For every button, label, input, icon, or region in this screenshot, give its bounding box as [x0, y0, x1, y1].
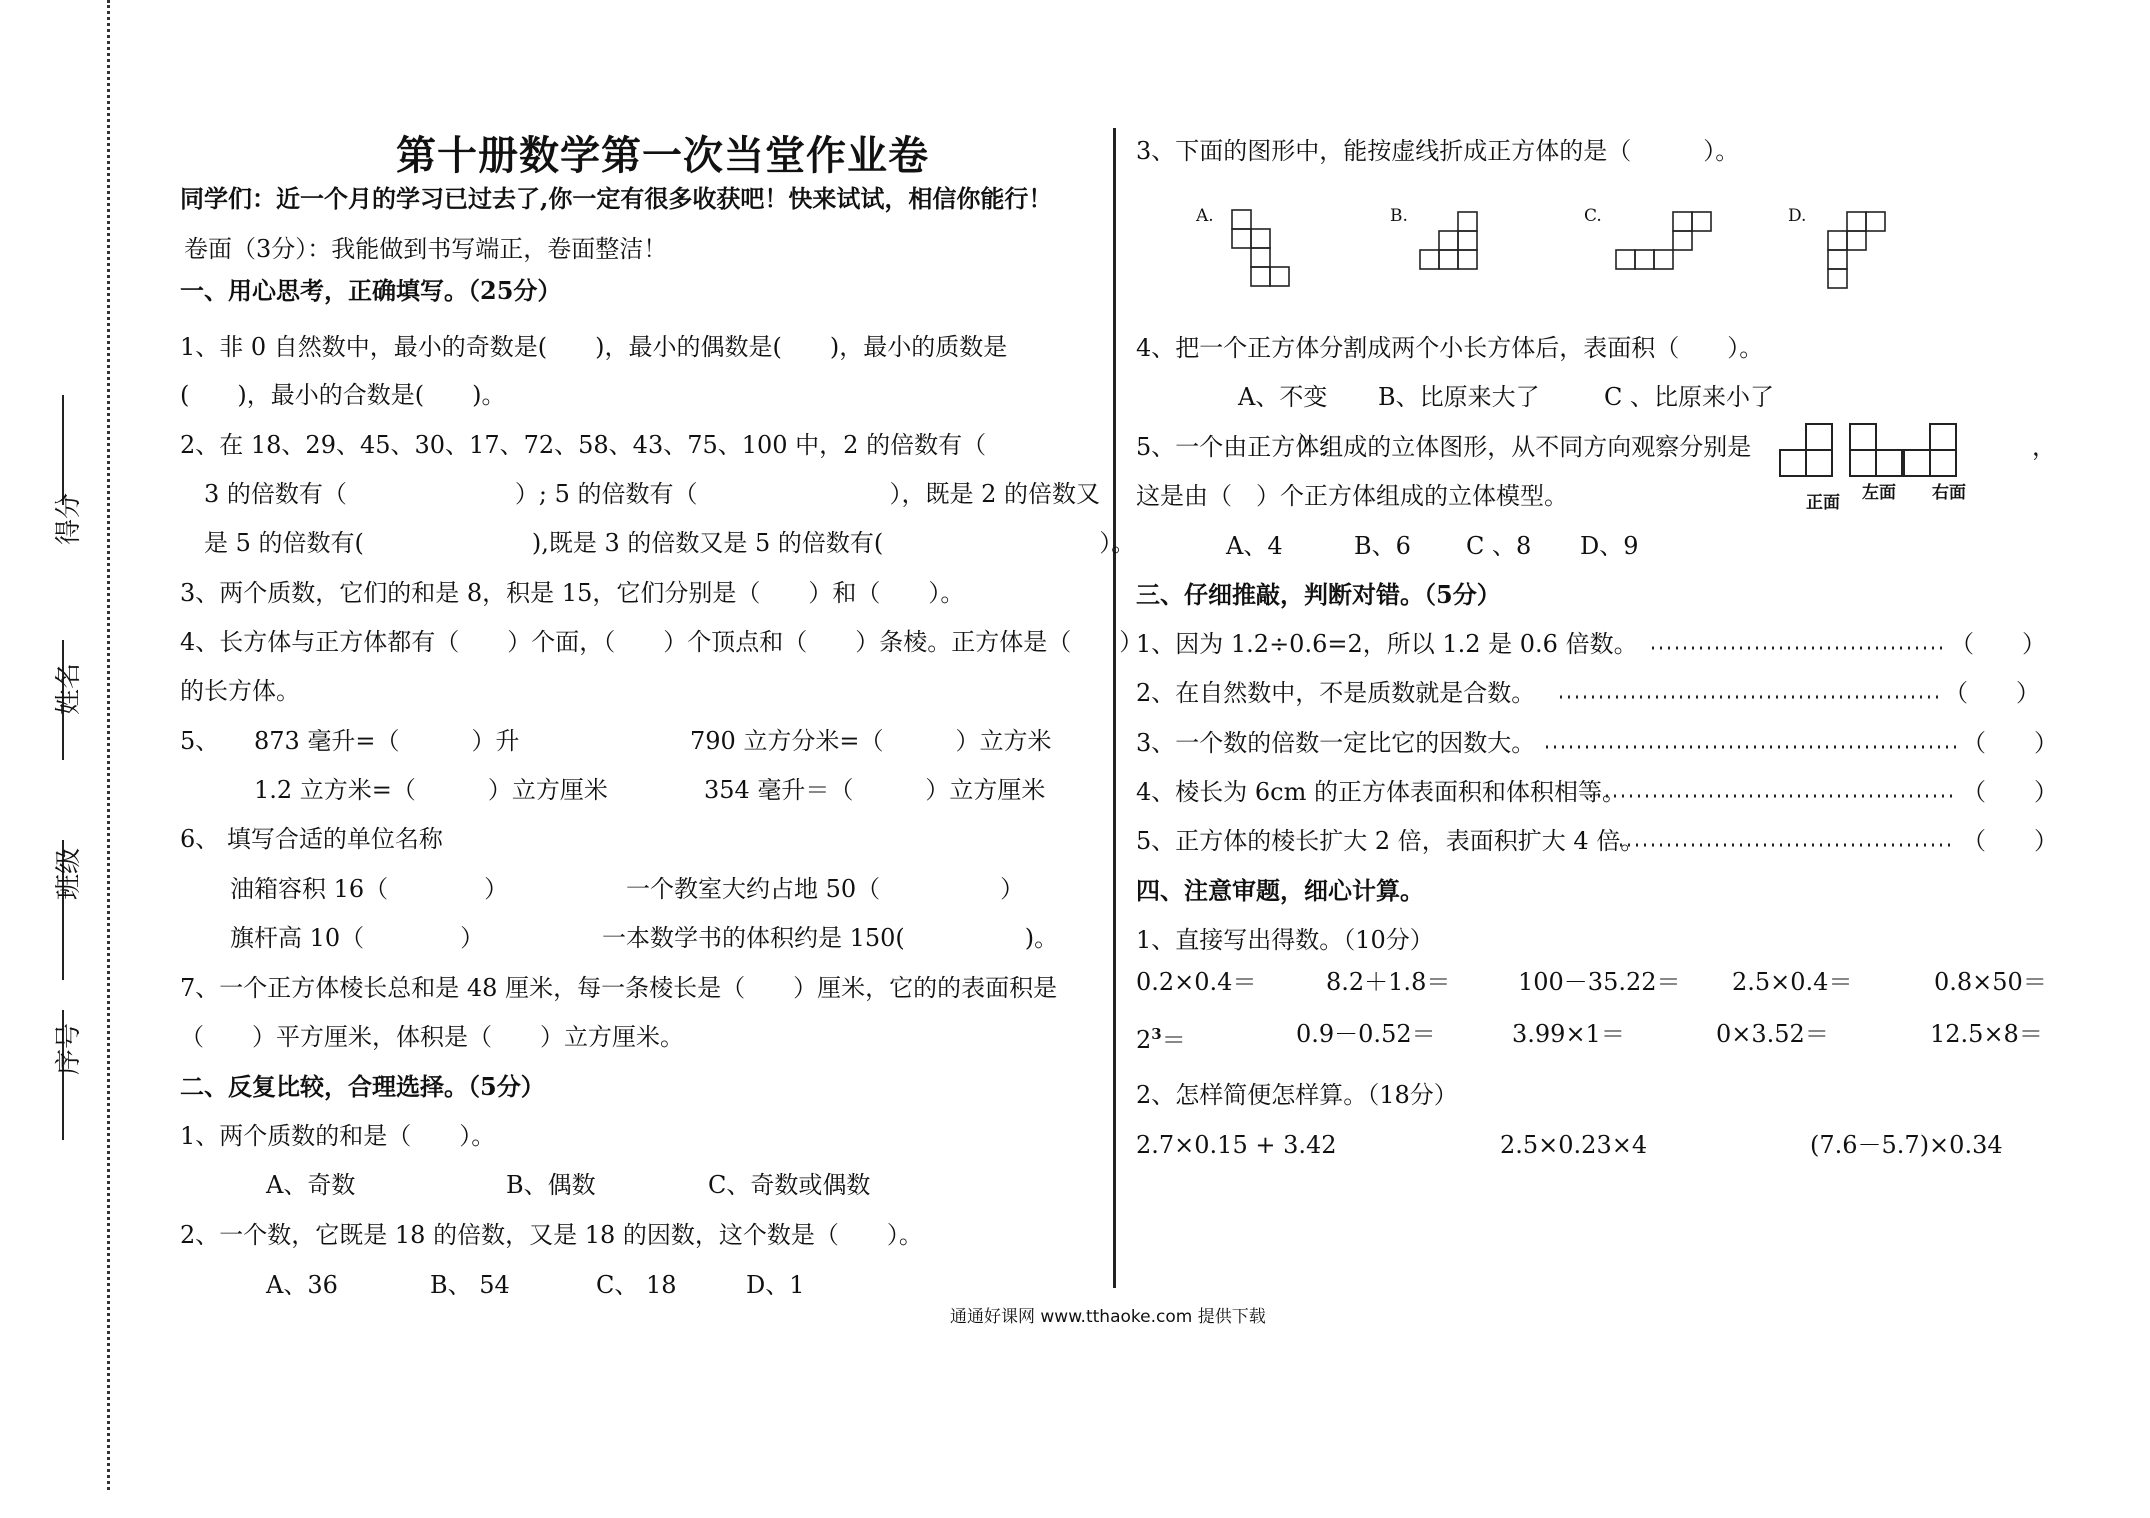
s2-q5-comma: ， — [2032, 433, 2056, 461]
view-drawings — [1780, 422, 1980, 480]
s1-q6-c: 旗杆高 10（ ） — [230, 924, 485, 952]
s3-item-1: 1、因为 1.2÷0.6=2，所以 1.2 是 0.6 倍数。 — [1136, 630, 1638, 658]
cube-net-d — [1828, 212, 1898, 294]
s1-q2-line1: 2、在 18、29、45、30、17、72、58、43、75、100 中，2 的倍数有（ ）; — [180, 431, 1331, 459]
s3-item-3: 3、一个数的倍数一定比它的因数大。 — [1136, 729, 1536, 757]
column-divider — [1113, 128, 1116, 1288]
cube-net-a — [1232, 210, 1292, 292]
s1-q1-line2: ( )，最小的合数是( )。 — [180, 381, 506, 409]
s3-bracket-4[interactable]: （ ） — [1962, 778, 2058, 806]
s1-q7-line2: （ ）平方厘米，体积是（ ）立方厘米。 — [180, 1023, 684, 1051]
s2-q5-line2: 这是由（ ）个正方体组成的立体模型。 — [1136, 482, 1568, 510]
calc-power — [1136, 1019, 1186, 1055]
right-view-drawing — [1904, 424, 1956, 476]
calc-1-2: 8.2＋1.8＝ — [1326, 968, 1451, 996]
s4-sub1: 1、直接写出得数。（10分） — [1136, 926, 1434, 954]
left-view-label: 左面 — [1862, 483, 1896, 503]
s2-q3: 3、下面的图形中，能按虚线折成正方体的是（ ）。 — [1136, 137, 1740, 165]
net-label-d: D. — [1788, 206, 1807, 226]
s1-q4-line2: 的长方体。 — [180, 677, 300, 705]
calc-1-4: 2.5×0.4＝ — [1732, 968, 1853, 996]
calc-2-3: 3.99×1＝ — [1512, 1020, 1625, 1048]
s3-bracket-5[interactable]: （ ） — [1962, 827, 2058, 855]
s4-sub2: 2、怎样简便怎样算。（18分） — [1136, 1081, 1458, 1109]
power-exponent: 3 — [1151, 1025, 1162, 1043]
score-label: 得分 — [54, 492, 84, 545]
s2-q5-option-c: C 、8 — [1466, 532, 1532, 560]
s2-q2-option-a: A、36 — [266, 1271, 338, 1299]
score-blank-line — [62, 395, 64, 505]
s1-q6-a: 油箱容积 16（ ） — [230, 875, 509, 903]
s3-leader-1 — [1652, 646, 1948, 650]
front-view-label: 正面 — [1806, 493, 1840, 513]
net-label-c: C. — [1584, 206, 1602, 226]
calc-1-3: 100－35.22＝ — [1518, 968, 1681, 996]
s3-leader-3 — [1546, 745, 1960, 749]
left-view-drawing — [1850, 424, 1902, 476]
calc-1-5: 0.8×50＝ — [1934, 968, 2047, 996]
s1-q4-line1: 4、长方体与正方体都有（ ）个面，（ ）个顶点和（ ）条棱。正方体是（ ） — [180, 628, 1144, 656]
calc-3-2: 2.5×0.23×4 — [1500, 1131, 1648, 1159]
s1-q3: 3、两个质数，它们的和是 8，积是 15，它们分别是（ ）和（ ）。 — [180, 579, 965, 607]
section1-heading: 一、用心思考，正确填写。（25分） — [180, 276, 562, 305]
name-label: 姓名 — [54, 662, 84, 715]
footer-credit: 通通好课网 www.tthaoke.com 提供下载 — [950, 1307, 1266, 1327]
s1-q5-d: 354 毫升＝（ ）立方厘米 — [704, 776, 1046, 804]
s1-q2-line2: 3 的倍数有（ ）; 5 的倍数有（ ），既是 2 的倍数又 — [204, 480, 1101, 508]
s2-q4-option-a: A、不变 — [1238, 383, 1328, 411]
s3-item-2: 2、在自然数中，不是质数就是合数。 — [1136, 679, 1536, 707]
binding-dotted-line — [107, 0, 110, 1490]
s2-q2-option-d: D、1 — [746, 1271, 805, 1299]
s2-q2: 2、一个数，它既是 18 的倍数，又是 18 的因数，这个数是（ ）。 — [180, 1221, 923, 1249]
page-title: 第十册数学第一次当堂作业卷 — [396, 132, 929, 179]
net-label-a: A. — [1196, 206, 1214, 226]
section2-heading: 二、反复比较，合理选择。（5分） — [180, 1072, 545, 1101]
neatness-note: 卷面（3分）：我能做到书写端正，卷面整洁！ — [184, 235, 668, 263]
cube-net-b — [1420, 212, 1500, 272]
s1-q5-a: 873 毫升=（ ）升 — [254, 727, 520, 755]
s2-q1-option-b: B、偶数 — [506, 1171, 596, 1199]
calc-2-4: 0×3.52＝ — [1716, 1020, 1829, 1048]
s3-bracket-3[interactable]: （ ） — [1962, 729, 2058, 757]
s2-q5-option-a: A、4 — [1226, 532, 1283, 560]
calc-2-5: 12.5×8＝ — [1930, 1020, 2043, 1048]
s1-q6-b: 一个教室大约占地 50（ ） — [626, 875, 1025, 903]
cube-net-c — [1616, 212, 1716, 272]
power-equals: ＝ — [1161, 1026, 1186, 1054]
s1-q5-b: 790 立方分米=（ ）立方米 — [690, 727, 1052, 755]
greeting: 同学们：近一个月的学习已过去了,你一定有很多收获吧！快来试试，相信你能行！ — [180, 184, 1053, 213]
net-label-b: B. — [1390, 206, 1408, 226]
section4-heading: 四、注意审题，细心计算。 — [1136, 876, 1424, 905]
s3-item-4: 4、棱长为 6cm 的正方体表面积和体积相等。 — [1136, 778, 1626, 806]
s2-q1-option-a: A、奇数 — [266, 1171, 356, 1199]
s3-leader-4 — [1590, 794, 1958, 798]
s1-q5-number: 5、 — [180, 727, 220, 755]
s3-bracket-1[interactable]: （ ） — [1950, 630, 2046, 658]
s3-leader-5 — [1620, 843, 1958, 847]
section3-heading: 三、仔细推敲，判断对错。（5分） — [1136, 580, 1501, 609]
s2-q4-option-b: B、比原来大了 — [1378, 383, 1540, 411]
front-view-drawing — [1780, 424, 1832, 476]
calc-2-2: 0.9－0.52＝ — [1296, 1020, 1436, 1048]
s1-q1-line1: 1、非 0 自然数中，最小的奇数是( )，最小的偶数是( )，最小的质数是 — [180, 333, 1008, 361]
s1-q6-d: 一本数学书的体积约是 150( )。 — [602, 924, 1059, 952]
calc-1-1: 0.2×0.4＝ — [1136, 968, 1257, 996]
s2-q5-option-b: B、6 — [1354, 532, 1411, 560]
s3-bracket-2[interactable]: （ ） — [1944, 679, 2040, 707]
s1-q5-c: 1.2 立方米=（ ）立方厘米 — [254, 776, 608, 804]
serial-label: 序号 — [54, 1022, 84, 1075]
s2-q2-option-c: C、 18 — [596, 1271, 677, 1299]
s3-leader-2 — [1560, 695, 1944, 699]
s2-q4: 4、把一个正方体分割成两个小长方体后，表面积（ ）。 — [1136, 334, 1764, 362]
s1-q2-line3: 是 5 的倍数有( ),既是 3 的倍数又是 5 的倍数有( ）。 — [204, 529, 1136, 557]
s2-q1: 1、两个质数的和是（ ）。 — [180, 1122, 496, 1150]
s3-item-5: 5、正方体的棱长扩大 2 倍，表面积扩大 4 倍。 — [1136, 827, 1645, 855]
s2-q2-option-b: B、 54 — [430, 1271, 510, 1299]
s1-q7-line1: 7、一个正方体棱长总和是 48 厘米，每一条棱长是（ ）厘米，它的的表面积是 — [180, 974, 1058, 1002]
s2-q5-option-d: D、9 — [1580, 532, 1639, 560]
s1-q6: 6、 填写合适的单位名称 — [180, 825, 443, 853]
class-label: 班级 — [54, 847, 84, 900]
s2-q1-option-c: C、奇数或偶数 — [708, 1171, 871, 1199]
right-view-label: 右面 — [1932, 483, 1966, 503]
calc-3-3: (7.6－5.7)×0.34 — [1810, 1131, 2003, 1159]
s2-q5-line1: 5、一个由正方体组成的立体图形，从不同方向观察分别是 — [1136, 433, 1752, 461]
s2-q4-option-c: C 、比原来小了 — [1604, 383, 1774, 411]
calc-3-1: 2.7×0.15 + 3.42 — [1136, 1131, 1337, 1159]
power-base: 2 — [1136, 1026, 1152, 1054]
